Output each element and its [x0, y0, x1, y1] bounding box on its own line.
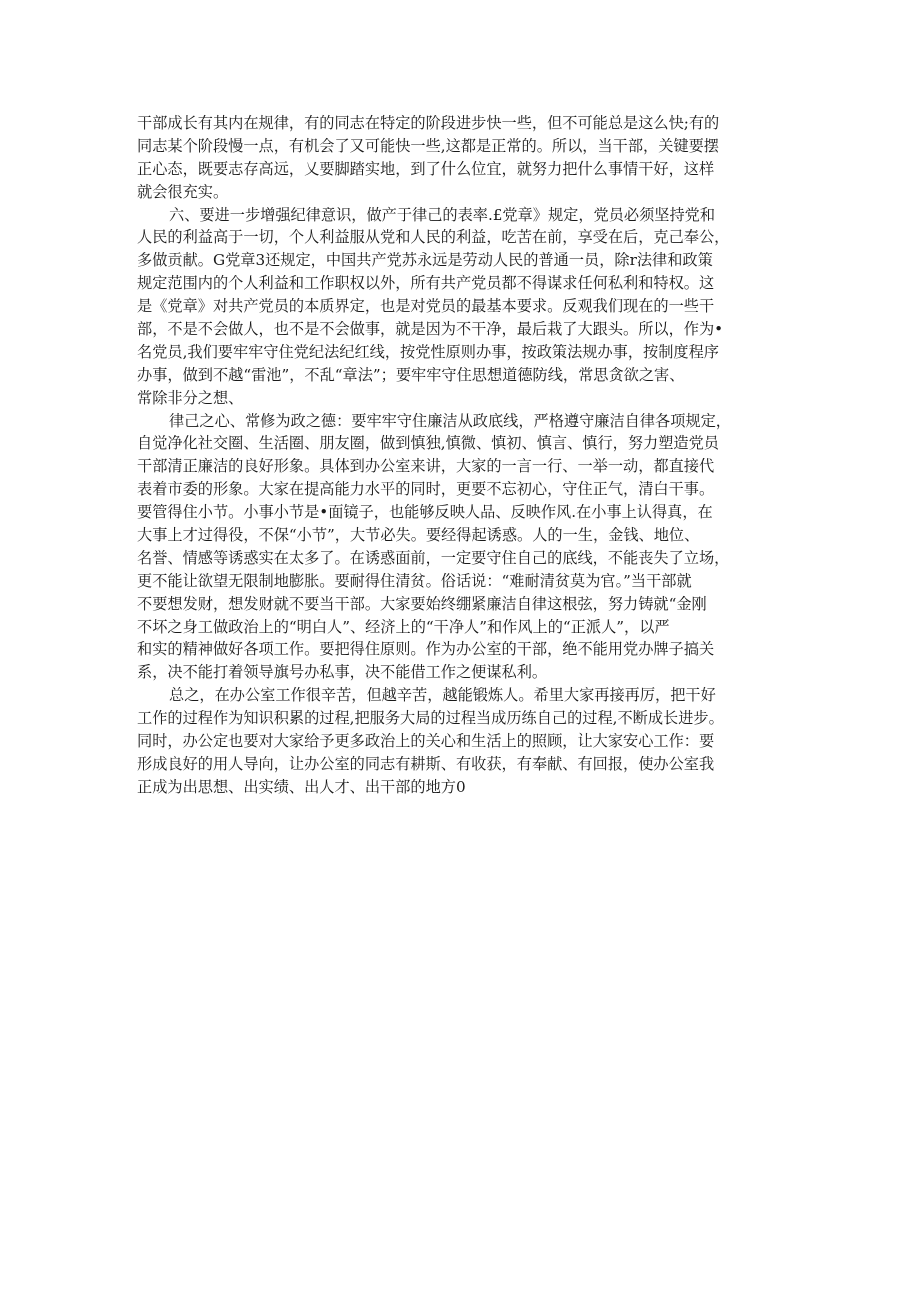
text-line: 系，决不能打着领导旗号办私事，决不能借工作之便谋私利。 [137, 663, 548, 682]
paragraph-cadre-growth [137, 112, 793, 204]
paragraph-conclusion [137, 684, 793, 798]
text-line: 人民的利益高于一切，个人利益服从党和人民的利益，吃苦在前，享受在后，克己奉公， [137, 228, 730, 247]
text-line: 就会很充实。 [137, 182, 229, 201]
text-line: 六、要进一步增强纪律意识，做产于律己的表率.£党章》规定，党员必须坚持党和 [169, 205, 716, 224]
text-line: 规定范围内的个人利益和工作职权以外，所有共产党员都不得谋求任何私利和特权。这 [137, 274, 715, 293]
text-line: 名党员,我们要牢牢守住党纪法纪红线，按党性原则办事，按政策法规办事，按制度程序 [137, 342, 719, 361]
text-line: 自觉净化社交圈、生活圈、朋友圈，做到慎独,慎微、慎初、慎言、慎行，努力塑造党员 [137, 434, 719, 453]
text-line: 干部成长有其内在规律，有的同志在特定的阶段进步快一些，但不可能总是这么快;有的 [137, 114, 720, 132]
text-line: 常除非分之想、 [137, 388, 244, 407]
document-body [137, 112, 793, 799]
text-line: 更不能让欲望无限制地膨胀。要耐得住清贫。俗话说：“难耐清贫莫为官。”当干部就 [137, 571, 692, 590]
text-line: 同时，办公定也要对大家给予更多政治上的关心和生活上的照顾，让大家安心工作：要 [137, 732, 715, 751]
text-line: 办事，做到不越“雷池”，不乱“章法”；要牢牢守住思想道德防线，常思贪欲之害、 [137, 365, 685, 384]
text-line: 大事上才过得役，不保“小节”，大节必失。要经得起诱惑。人的一生，金钱、地位、 [137, 526, 700, 545]
text-line: 不坏之身工做政治上的“明白人”、经济上的“干净人”和作风上的“正派人”，以严 [137, 617, 670, 636]
text-line: 正成为出思想、出实绩、出人才、出干部的地方0 [137, 777, 466, 796]
paragraph-self-discipline [137, 410, 793, 685]
text-line: 正心态，既要志存高远，乂要脚踏实地，到了什么位宜，就努力把什么事情干好，这样 [137, 159, 715, 178]
text-line: 部，不是不会做人，也不是不会做事，就是因为不干净，最后栽了大跟头。所以，作为• [137, 320, 724, 339]
text-line: 名誉、情感等诱惑实在太多了。在诱惑面前，一定要守住自己的底线，不能丧失了立场， [137, 548, 730, 567]
text-line: 是《党章》对共产党员的本质界定，也是对党员的最基本要求。反观我们现在的一些干 [137, 297, 715, 316]
text-line: 干部清正廉洁的良好形象。具体到办公室来讲，大家的一言一行、一举一动，都直接代 [137, 457, 715, 476]
text-line: 同志某个阶段慢一点，有机会了又可能快一些,这都是正常的。所以，当干部，关键要摆 [137, 136, 719, 155]
text-line: 表着市委的形象。大家在提高能力水平的同时，更要不忘初心，守住正气，清白干事。 [137, 480, 715, 499]
text-line: 律己之心、常修为政之德：要牢牢守住廉洁从政底线，严格遵守廉洁自律各项规定， [169, 411, 731, 430]
text-line: 多做贡献。G党章3还规定，中国共产党苏永远是劳动人民的普通一员，除r法律和政策 [137, 251, 713, 270]
text-line: 不要想发财，想发财就不要当干部。大家要始终绷紧廉洁自律这根弦，努力铸就“金刚 [137, 594, 707, 613]
paragraph-discipline [137, 204, 793, 410]
text-line: 和实的精神做好各项工作。要把得住原则。作为办公室的干部，绝不能用党办牌子搞关 [137, 640, 715, 659]
text-line: 工作的过程作为知识积累的过程,把服务大局的过程当成历练自己的过程,不断成长进步。 [137, 709, 724, 728]
text-line: 总之，在办公室工作很辛苦，但越辛苦，越能锻炼人。希里大家再接再厉，把干好 [169, 686, 716, 705]
text-line: 形成良好的用人导向，让办公室的同志有耕斯、有收获，有奉献、有回报，使办公室我 [137, 754, 715, 773]
text-line: 要管得住小节。小事小节是•面镜子，也能够反映人品、反映作风.在小事上认得真，在 [137, 503, 713, 522]
